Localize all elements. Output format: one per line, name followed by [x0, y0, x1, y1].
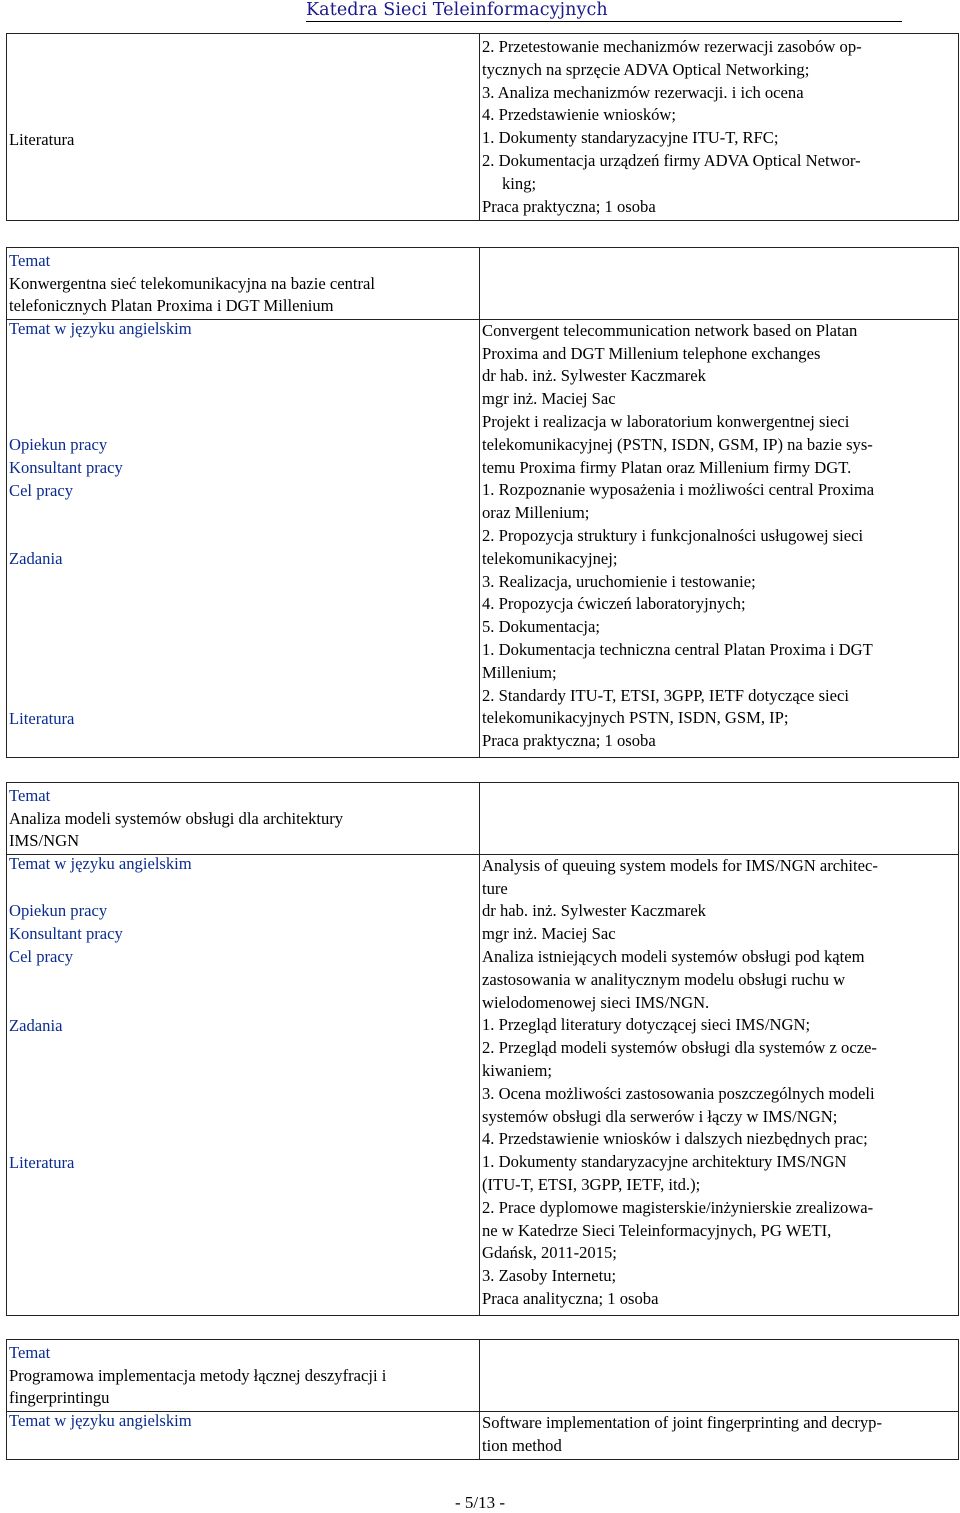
labels-cell [7, 854, 480, 1315]
topic-section-3 [6, 1339, 959, 1460]
lit-line: 3. Zasoby Internetu; [482, 1266, 617, 1286]
topic-en-line: ture [482, 878, 508, 898]
label-cel: Cel pracy [9, 480, 74, 500]
task-line: kiwaniem; [482, 1060, 553, 1080]
labels-cell [7, 1411, 480, 1460]
lit-line: 2. Prace dyplomowe magisterskie/inżynierskie zrealizowa- [482, 1197, 874, 1217]
task-line: 2. Propozycja struktury i funkcjonalności usługowej sieci [482, 525, 864, 545]
topic-title-line: Konwergentna sieć telekomunikacyjna na bazie central [9, 273, 375, 293]
values-cell [480, 1411, 959, 1460]
task-line: 4. Przedstawienie wniosków i dalszych niezbędnych prac; [482, 1129, 868, 1149]
lit-line: 2. Dokumentacja urządzeń firmy ADVA Optical Networ- [482, 150, 861, 170]
lit-line: 1. Dokumenty standaryzacyjne ITU-T, RFC; [482, 128, 779, 148]
label-konsultant: Konsultant pracy [9, 923, 123, 943]
task-line: 2. Przetestowanie mechanizmów rezerwacji zasobów op- [482, 37, 862, 56]
task-line: 3. Ocena możliwości zastosowania poszczególnych modeli [482, 1083, 875, 1103]
right-cell [480, 34, 959, 221]
label-temat-en: Temat w języku angielskim [9, 853, 192, 873]
label-zadania: Zadania [9, 1015, 63, 1035]
label-temat-en: Temat w języku angielskim [9, 318, 192, 338]
task-line: 4. Przedstawienie wniosków; [482, 105, 677, 125]
task-line: 5. Dokumentacja; [482, 617, 600, 637]
label-opiekun: Opiekun pracy [9, 900, 108, 920]
lit-line: 1. Dokumenty standaryzacyjne architektury IMS/NGN [482, 1152, 847, 1172]
lit-line: Praca praktyczna; 1 osoba [482, 731, 656, 751]
topic-title-line: Analiza modeli systemów obsługi dla architektury [9, 808, 344, 828]
goal-line: wielodomenowej sieci IMS/NGN. [482, 992, 710, 1012]
task-line: tycznych na sprzęcie ADVA Optical Networking; [482, 59, 810, 79]
goal-line: temu Proxima firmy Platan oraz Millenium firmy DGT. [482, 457, 852, 477]
topic-title-cell [7, 248, 480, 320]
lit-line: Praca analityczna; 1 osoba [482, 1288, 659, 1308]
values-cell [480, 319, 959, 757]
task-line: telekomunikacyjnej; [482, 548, 618, 568]
topic-title-line: IMS/NGN [9, 830, 80, 850]
topic-section-2 [6, 782, 959, 1316]
topic-en-line: Proxima and DGT Millenium telephone exchanges [482, 343, 821, 363]
supervisor: dr hab. inż. Sylwester Kaczmarek [482, 901, 706, 921]
empty-cell [480, 1340, 959, 1412]
topic-title-line: fingerprintingu [9, 1387, 110, 1407]
topic-en-line: Analysis of queuing system models for IMS/NGN architec- [482, 855, 878, 875]
task-line: 1. Rozpoznanie wyposażenia i możliwości central Proxima [482, 480, 875, 500]
lit-line: 1. Dokumentacja techniczna central Platan Proxima i DGT [482, 639, 873, 659]
values-cell [480, 854, 959, 1315]
label-konsultant: Konsultant pracy [9, 457, 123, 477]
lit-line: telekomunikacyjnych PSTN, ISDN, GSM, IP; [482, 708, 789, 728]
left-cell [7, 34, 480, 221]
label-opiekun: Opiekun pracy [9, 434, 108, 454]
topic-title-cell [7, 783, 480, 855]
labels-cell [7, 319, 480, 757]
section-continued [6, 33, 959, 221]
task-line: 2. Przegląd modeli systemów obsługi dla systemów z ocze- [482, 1038, 877, 1058]
empty-cell [480, 248, 959, 320]
label-zadania: Zadania [9, 548, 63, 568]
task-line: 4. Propozycja ćwiczeń laboratoryjnych; [482, 594, 746, 614]
lit-line: (ITU-T, ETSI, 3GPP, IETF, itd.); [482, 1174, 701, 1194]
empty-cell [480, 783, 959, 855]
topic-section-1 [6, 247, 959, 758]
page-header: Katedra Sieci Teleinformacyjnych [306, 0, 902, 22]
label-literatura: Literatura [9, 708, 75, 728]
label-temat: Temat [9, 786, 51, 805]
topic-title-line: telefonicznych Platan Proxima i DGT Millenium [9, 295, 334, 315]
consultant: mgr inż. Maciej Sac [482, 924, 616, 944]
label-temat-en: Temat w języku angielskim [9, 1410, 192, 1430]
lit-line: 2. Standardy ITU-T, ETSI, 3GPP, IETF dotyczące sieci [482, 685, 849, 705]
topic-title-cell [7, 1340, 480, 1412]
lit-line: Praca praktyczna; 1 osoba [482, 196, 656, 216]
topic-title-line: Programowa implementacja metody łącznej deszyfracji i [9, 1365, 387, 1385]
label-literatura: Literatura [9, 130, 75, 149]
consultant: mgr inż. Maciej Sac [482, 389, 616, 409]
label-literatura: Literatura [9, 1152, 75, 1172]
task-line: oraz Millenium; [482, 503, 590, 523]
task-line: 3. Analiza mechanizmów rezerwacji. i ich ocena [482, 82, 804, 102]
lit-line: ne w Katedrze Sieci Teleinformacyjnych, PG WETI, [482, 1220, 832, 1240]
topic-en-line: tion method [482, 1435, 562, 1455]
label-cel: Cel pracy [9, 946, 74, 966]
topic-en-line: Software implementation of joint fingerprinting and decryp- [482, 1412, 882, 1432]
page-number: - 5/13 - [454, 1493, 506, 1512]
goal-line: Analiza istniejących modeli systemów obsługi pod kątem [482, 946, 865, 966]
goal-line: zastosowania w analitycznym modelu obsługi ruchu w [482, 969, 846, 989]
goal-line: Projekt i realizacja w laboratorium konwergentnej sieci [482, 411, 850, 431]
lit-line: Millenium; [482, 662, 557, 682]
lit-line: Gdańsk, 2011-2015; [482, 1243, 617, 1263]
task-line: 3. Realizacja, uruchomienie i testowanie; [482, 571, 756, 591]
task-line: systemów obsługi dla serwerów i łączy w IMS/NGN; [482, 1106, 838, 1126]
label-temat: Temat [9, 251, 51, 270]
supervisor: dr hab. inż. Sylwester Kaczmarek [482, 366, 706, 386]
lit-line: king; [502, 173, 537, 193]
label-temat: Temat [9, 1343, 51, 1362]
goal-line: telekomunikacyjnej (PSTN, ISDN, GSM, IP) na bazie sys- [482, 434, 873, 454]
task-line: 1. Przegląd literatury dotyczącej sieci IMS/NGN; [482, 1015, 811, 1035]
topic-en-line: Convergent telecommunication network based on Platan [482, 320, 858, 340]
